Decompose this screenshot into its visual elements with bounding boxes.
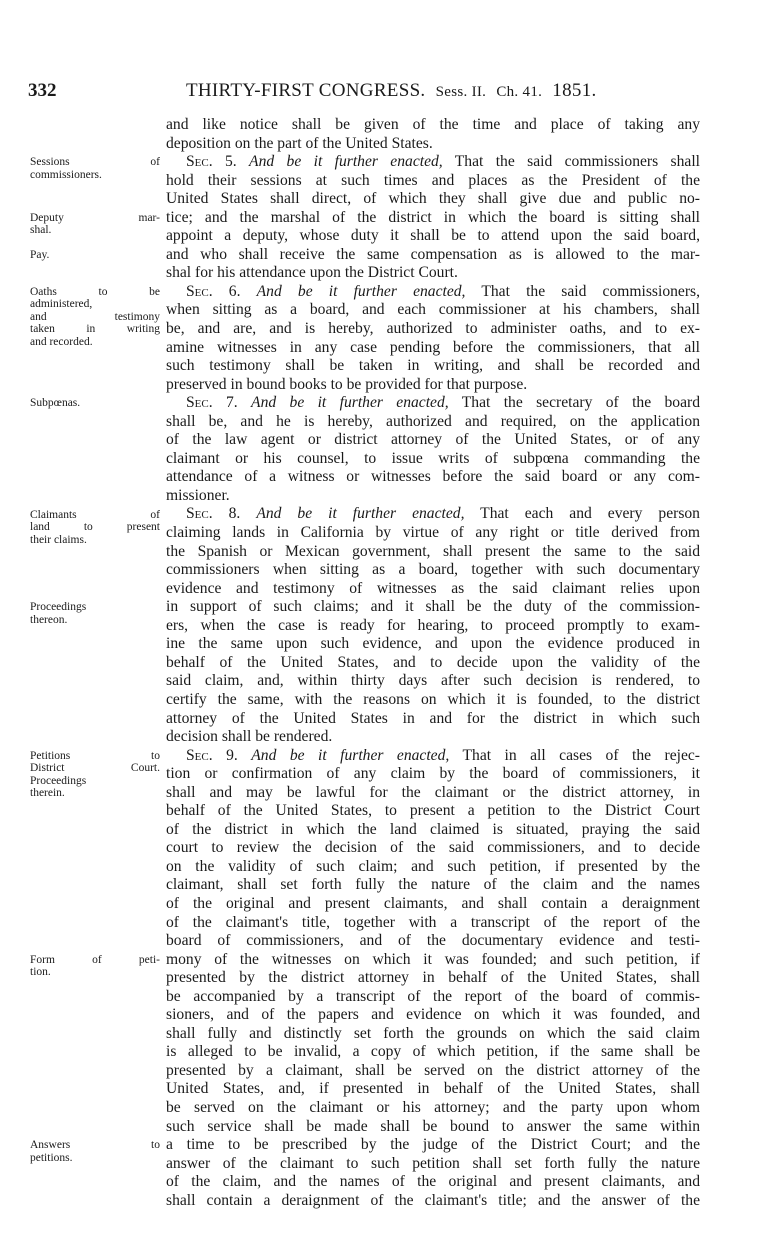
text-line bbox=[166, 1155, 700, 1174]
text-line bbox=[166, 914, 700, 933]
line-text: shall and may be lawful for the claimant or the district attorney, in bbox=[166, 783, 700, 801]
line-text: preserved in bound books to be provided for that purpose. bbox=[166, 375, 528, 393]
line-text: mony of the witnesses on which it was founded; and such petition, if bbox=[166, 950, 700, 968]
margin-note-line: Claimants of bbox=[30, 508, 160, 521]
margin-note bbox=[30, 509, 160, 547]
section-start-line bbox=[166, 153, 700, 172]
text-line bbox=[166, 617, 700, 636]
margin-note-line: Proceedings bbox=[30, 774, 87, 787]
text-line bbox=[166, 1062, 700, 1081]
year-label: 1851. bbox=[552, 80, 597, 101]
margin-note-line: thereon. bbox=[30, 613, 68, 626]
margin-note bbox=[30, 212, 160, 237]
text-line bbox=[166, 580, 700, 599]
text-line bbox=[166, 135, 700, 154]
text-line bbox=[166, 227, 700, 246]
line-text: deposition on the part of the United States. bbox=[166, 134, 433, 152]
line-text: attorney of the United States in and for the district in which such bbox=[166, 709, 700, 727]
line-text: ine the same upon such evidence, and upon the evidence produced in bbox=[166, 635, 700, 653]
line-text: of the district in which the land claimed is situated, praying the said bbox=[166, 820, 700, 838]
line-text: a time to be prescribed by the judge of the District Court; and the bbox=[166, 1136, 700, 1154]
margin-note bbox=[30, 397, 160, 410]
margin-note-line: taken in writing bbox=[30, 323, 160, 336]
section-number: Sec. 7. bbox=[186, 394, 252, 412]
line-text: of the claim, and the names of the original and present claimants, and bbox=[166, 1173, 700, 1191]
text-line bbox=[166, 654, 700, 673]
margin-note-line: and testimony bbox=[30, 310, 160, 323]
margin-note bbox=[30, 286, 160, 349]
line-text: be, and are, and is hereby, authorized to administer oaths, and to ex- bbox=[166, 320, 700, 338]
line-text: attendance of a witness or witnesses before the said board or any com- bbox=[166, 468, 700, 486]
line-text: presented by the district attorney in behalf of the United States, shall bbox=[166, 969, 700, 987]
text-line bbox=[166, 468, 700, 487]
line-text: such testimony shall be taken in writing, and shall be recorded and bbox=[166, 357, 700, 375]
section-number: Sec. 6. bbox=[186, 282, 257, 300]
enacting-clause: And be it further enacted, bbox=[251, 746, 450, 764]
line-text: That in all cases of the rejec- bbox=[449, 746, 700, 764]
margin-note-line: Oaths to be bbox=[30, 285, 160, 298]
line-text: said claim, and, within thirty days after such decision is rendered, to bbox=[166, 672, 700, 690]
margin-note-line: shal. bbox=[30, 224, 52, 237]
enacting-clause: And be it further enacted, bbox=[256, 282, 466, 300]
text-line bbox=[166, 376, 700, 395]
text-line bbox=[166, 1043, 700, 1062]
line-text: of the original and present claimants, and shall contain a deraignment bbox=[166, 894, 700, 912]
line-text: is alleged to be invalid, a copy of which petition, if the same shall be bbox=[166, 1043, 700, 1061]
line-text: missioner. bbox=[166, 486, 230, 504]
margin-note-line: commissioners. bbox=[30, 168, 102, 181]
margin-note-line: land to present bbox=[30, 521, 160, 534]
line-text: of the law agent or district attorney of the United States, or of any bbox=[166, 431, 700, 449]
text-line bbox=[166, 598, 700, 617]
text-line bbox=[166, 264, 700, 283]
enacting-clause: And be it further enacted, bbox=[251, 394, 449, 412]
margin-note bbox=[30, 156, 160, 181]
text-line bbox=[166, 339, 700, 358]
margin-note bbox=[30, 954, 160, 979]
text-line bbox=[166, 1080, 700, 1099]
text-line bbox=[166, 116, 700, 135]
margin-note-line: their claims. bbox=[30, 533, 87, 546]
section-start-line bbox=[166, 283, 700, 302]
line-text: such service shall be made shall be bound to answer the same within bbox=[166, 1117, 700, 1135]
text-line bbox=[166, 301, 700, 320]
text-line bbox=[166, 839, 700, 858]
text-line bbox=[166, 635, 700, 654]
margin-note-line: Answers to bbox=[30, 1139, 160, 1152]
margin-note bbox=[30, 601, 160, 626]
chapter-label: Ch. 41. bbox=[496, 84, 543, 100]
line-text: tice; and the marshal of the district in which the board is sitting shall bbox=[166, 208, 700, 226]
text-line bbox=[166, 431, 700, 450]
line-text: amine witnesses in any case pending before the commissioners, that all bbox=[166, 338, 700, 356]
text-line bbox=[166, 1118, 700, 1137]
text-line bbox=[166, 246, 700, 265]
line-text: the Spanish or Mexican government, shall present the same to the said bbox=[166, 542, 700, 560]
margin-note-line: District Court. bbox=[30, 762, 160, 775]
margin-note-line: Pay. bbox=[30, 248, 50, 261]
line-text: behalf of the United States, to present a petition to the District Court bbox=[166, 802, 700, 820]
text-line bbox=[166, 672, 700, 691]
text-line bbox=[166, 932, 700, 951]
margin-note-line: Petitions to bbox=[30, 749, 160, 762]
line-text: presented by a claimant, shall be served on the district attorney of the bbox=[166, 1061, 700, 1079]
text-line bbox=[166, 895, 700, 914]
margin-note-line: administered, bbox=[30, 298, 93, 311]
line-text: board of commissioners, and of the documentary evidence and testi- bbox=[166, 932, 700, 950]
line-text: be served on the claimant or his attorney; and the party upon whom bbox=[166, 1098, 700, 1116]
running-title bbox=[186, 80, 597, 102]
line-text: That the secretary of the board bbox=[448, 394, 700, 412]
text-line bbox=[166, 988, 700, 1007]
line-text: That the said commissioners, bbox=[465, 282, 700, 300]
line-text: decision shall be rendered. bbox=[166, 728, 333, 746]
section-number: Sec. 5. bbox=[186, 153, 250, 171]
text-line bbox=[166, 802, 700, 821]
enacting-clause: And be it further enacted, bbox=[256, 505, 465, 523]
text-line bbox=[166, 821, 700, 840]
line-text: That each and every person bbox=[464, 505, 700, 523]
line-text: court to review the decision of the said commissioners, and to decide bbox=[166, 839, 700, 857]
text-line bbox=[166, 784, 700, 803]
text-line bbox=[166, 951, 700, 970]
text-line bbox=[166, 765, 700, 784]
margin-note-line: Form of peti- bbox=[30, 953, 160, 966]
text-line bbox=[166, 320, 700, 339]
margin-note-line: Subpœnas. bbox=[30, 397, 81, 410]
text-line bbox=[166, 710, 700, 729]
line-text: That the said commissioners shall bbox=[442, 153, 700, 171]
text-line bbox=[166, 357, 700, 376]
line-text: behalf of the United States, and to decide upon the validity of the bbox=[166, 653, 700, 671]
text-line bbox=[166, 524, 700, 543]
text-line bbox=[166, 1025, 700, 1044]
margin-note-line: and recorded. bbox=[30, 335, 93, 348]
margin-note-line: Proceedings bbox=[30, 601, 87, 614]
text-line bbox=[166, 487, 700, 506]
line-text: United States, and, if presented in behalf of the United States, shall bbox=[166, 1080, 700, 1098]
line-text: shall contain a deraignment of the claimant's title; and the answer of the bbox=[166, 1191, 700, 1209]
line-text: and like notice shall be given of the time and place of taking any bbox=[166, 116, 700, 133]
line-text: claimant, shall set forth fully the nature of the claim and the names bbox=[166, 876, 700, 894]
margin-note bbox=[30, 750, 160, 800]
margin-note-line: therein. bbox=[30, 787, 65, 800]
line-text: in support of such claims; and it shall be the duty of the commission- bbox=[166, 598, 700, 616]
margin-note bbox=[30, 249, 160, 262]
text-line bbox=[166, 1173, 700, 1192]
margin-note-line: Sessions of bbox=[30, 156, 160, 169]
margin-note bbox=[30, 1139, 160, 1164]
line-text: evidence and testimony of witnesses as the said claimant relies upon bbox=[166, 579, 700, 597]
text-line bbox=[166, 858, 700, 877]
line-text: tion or confirmation of any claim by the board of commissioners, it bbox=[166, 765, 700, 783]
text-line bbox=[166, 969, 700, 988]
section-start-line bbox=[166, 747, 700, 766]
section-start-line bbox=[166, 394, 700, 413]
line-text: hold their sessions at such times and places as the President of the bbox=[166, 171, 700, 189]
congress-title: THIRTY-FIRST CONGRESS. bbox=[186, 80, 426, 101]
line-text: sioners, and of the papers and evidence on which it was founded, and bbox=[166, 1006, 700, 1024]
statute-body-text bbox=[166, 116, 700, 1210]
text-line bbox=[166, 691, 700, 710]
line-text: on the validity of such claim; and such petition, if presented by the bbox=[166, 857, 700, 875]
enacting-clause: And be it further enacted, bbox=[249, 153, 443, 171]
line-text: appoint a deputy, whose duty it shall be to attend upon the said board, bbox=[166, 227, 700, 245]
section-number: Sec. 8. bbox=[186, 505, 257, 523]
text-line bbox=[166, 876, 700, 895]
line-text: and who shall receive the same compensation as is allowed to the mar- bbox=[166, 245, 700, 263]
line-text: claiming lands in California by virtue of any right or title derived from bbox=[166, 524, 700, 542]
text-line bbox=[166, 1099, 700, 1118]
text-line bbox=[166, 728, 700, 747]
text-line bbox=[166, 413, 700, 432]
line-text: answer of the claimant to such petition shall set forth fully the nature bbox=[166, 1154, 700, 1172]
text-line bbox=[166, 1192, 700, 1211]
text-line bbox=[166, 1136, 700, 1155]
line-text: United States shall direct, of which they shall give due and public no- bbox=[166, 190, 700, 208]
line-text: be accompanied by a transcript of the report of the board of commis- bbox=[166, 987, 700, 1005]
line-text: commissioners when sitting as a board, together with such documentary bbox=[166, 561, 700, 579]
line-text: of the claimant's title, together with a transcript of the report of the bbox=[166, 913, 700, 931]
text-line bbox=[166, 450, 700, 469]
line-text: shall be, and he is hereby, authorized and required, on the application bbox=[166, 412, 700, 430]
section-number: Sec. 9. bbox=[186, 746, 252, 764]
page-number: 332 bbox=[28, 80, 57, 101]
text-line bbox=[166, 209, 700, 228]
text-line bbox=[166, 543, 700, 562]
text-line bbox=[166, 190, 700, 209]
running-header bbox=[28, 80, 708, 106]
text-line bbox=[166, 172, 700, 191]
session-label: Sess. II. bbox=[435, 84, 487, 100]
margin-note-line: tion. bbox=[30, 966, 51, 979]
line-text: ers, when the case is ready for hearing, to proceed promptly to exam- bbox=[166, 616, 700, 634]
line-text: when sitting as a board, and each commissioner at his chambers, shall bbox=[166, 301, 700, 319]
line-text: claimant or his counsel, to issue writs of subpœna commanding the bbox=[166, 449, 700, 467]
line-text: certify the same, with the reasons on which it is founded, to the district bbox=[166, 690, 700, 708]
line-text: shall fully and distinctly set forth the grounds on which the said claim bbox=[166, 1024, 700, 1042]
section-start-line bbox=[166, 505, 700, 524]
margin-note-line: petitions. bbox=[30, 1151, 73, 1164]
margin-note-line: Deputy mar- bbox=[30, 211, 160, 224]
text-line bbox=[166, 561, 700, 580]
line-text: shal for his attendance upon the District Court. bbox=[166, 264, 458, 282]
text-line bbox=[166, 1006, 700, 1025]
